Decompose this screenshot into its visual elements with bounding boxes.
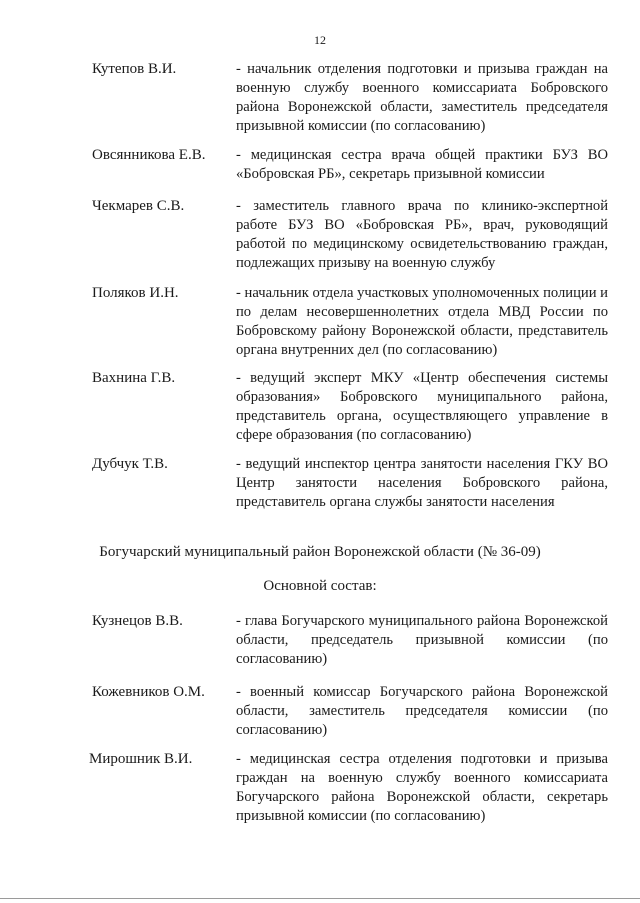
page-number: 12 bbox=[314, 33, 326, 47]
member-role: - медицинская сестра отделения подготовки и призыва граждан на военную службу военного комиссариата Богучарского района Воронежской области, секретарь призывной комиссии (по согласованию) bbox=[236, 751, 608, 824]
member-name: Дубчук Т.В. bbox=[92, 456, 168, 472]
member-name: Кузнецов В.В. bbox=[92, 613, 183, 629]
page-bottom-rule bbox=[0, 898, 640, 899]
member-role: - ведущий эксперт МКУ «Центр обеспечения системы образования» Бобровского муниципального района, представитель органа, осуществляющего управление в сфере образования (по согласованию) bbox=[236, 370, 608, 443]
member-role: - ведущий инспектор центра занятости населения ГКУ ВО Центр занятости населения Бобровского района, представитель органа службы занятости населения bbox=[236, 456, 608, 510]
section-title: Богучарский муниципальный район Воронежской области (№ 36-09) bbox=[99, 544, 541, 560]
member-name: Вахнина Г.В. bbox=[92, 370, 176, 386]
member-name: Кутепов В.И. bbox=[92, 61, 177, 77]
member-role: - глава Богучарского муниципального района Воронежской области, председатель призывной комиссии (по согласованию) bbox=[236, 613, 608, 667]
member-name: Поляков И.Н. bbox=[92, 285, 179, 301]
section-subtitle: Основной состав: bbox=[263, 578, 377, 594]
member-name: Чекмарев С.В. bbox=[92, 198, 185, 214]
member-role: - заместитель главного врача по клинико-экспертной работе БУЗ ВО «Бобровская РБ», врач, руководящий работой по медицинскому освидетельствованию граждан, подлежащих призыву на военную службу bbox=[236, 198, 608, 271]
member-name: Кожевников О.М. bbox=[92, 684, 205, 700]
member-role: - военный комиссар Богучарского района Воронежской области, заместитель председателя комиссии (по согласованию) bbox=[236, 684, 608, 738]
member-role: - начальник отделения подготовки и призыва граждан на военную службу военного комиссариата Бобровского района Воронежской области, заместитель председателя призывной комиссии (по согласованию) bbox=[236, 61, 608, 134]
member-role: - медицинская сестра врача общей практики БУЗ ВО «Бобровская РБ», секретарь призывной комиссии bbox=[236, 147, 608, 182]
member-role: - начальник отдела участковых уполномоченных полиции и по делам несовершеннолетних отдела МВД России по Бобровскому району Воронежской области, представитель органа внутренних дел (по согласованию) bbox=[236, 285, 608, 358]
member-name: Овсянникова Е.В. bbox=[92, 147, 206, 163]
member-name: Мирошник В.И. bbox=[89, 751, 193, 767]
